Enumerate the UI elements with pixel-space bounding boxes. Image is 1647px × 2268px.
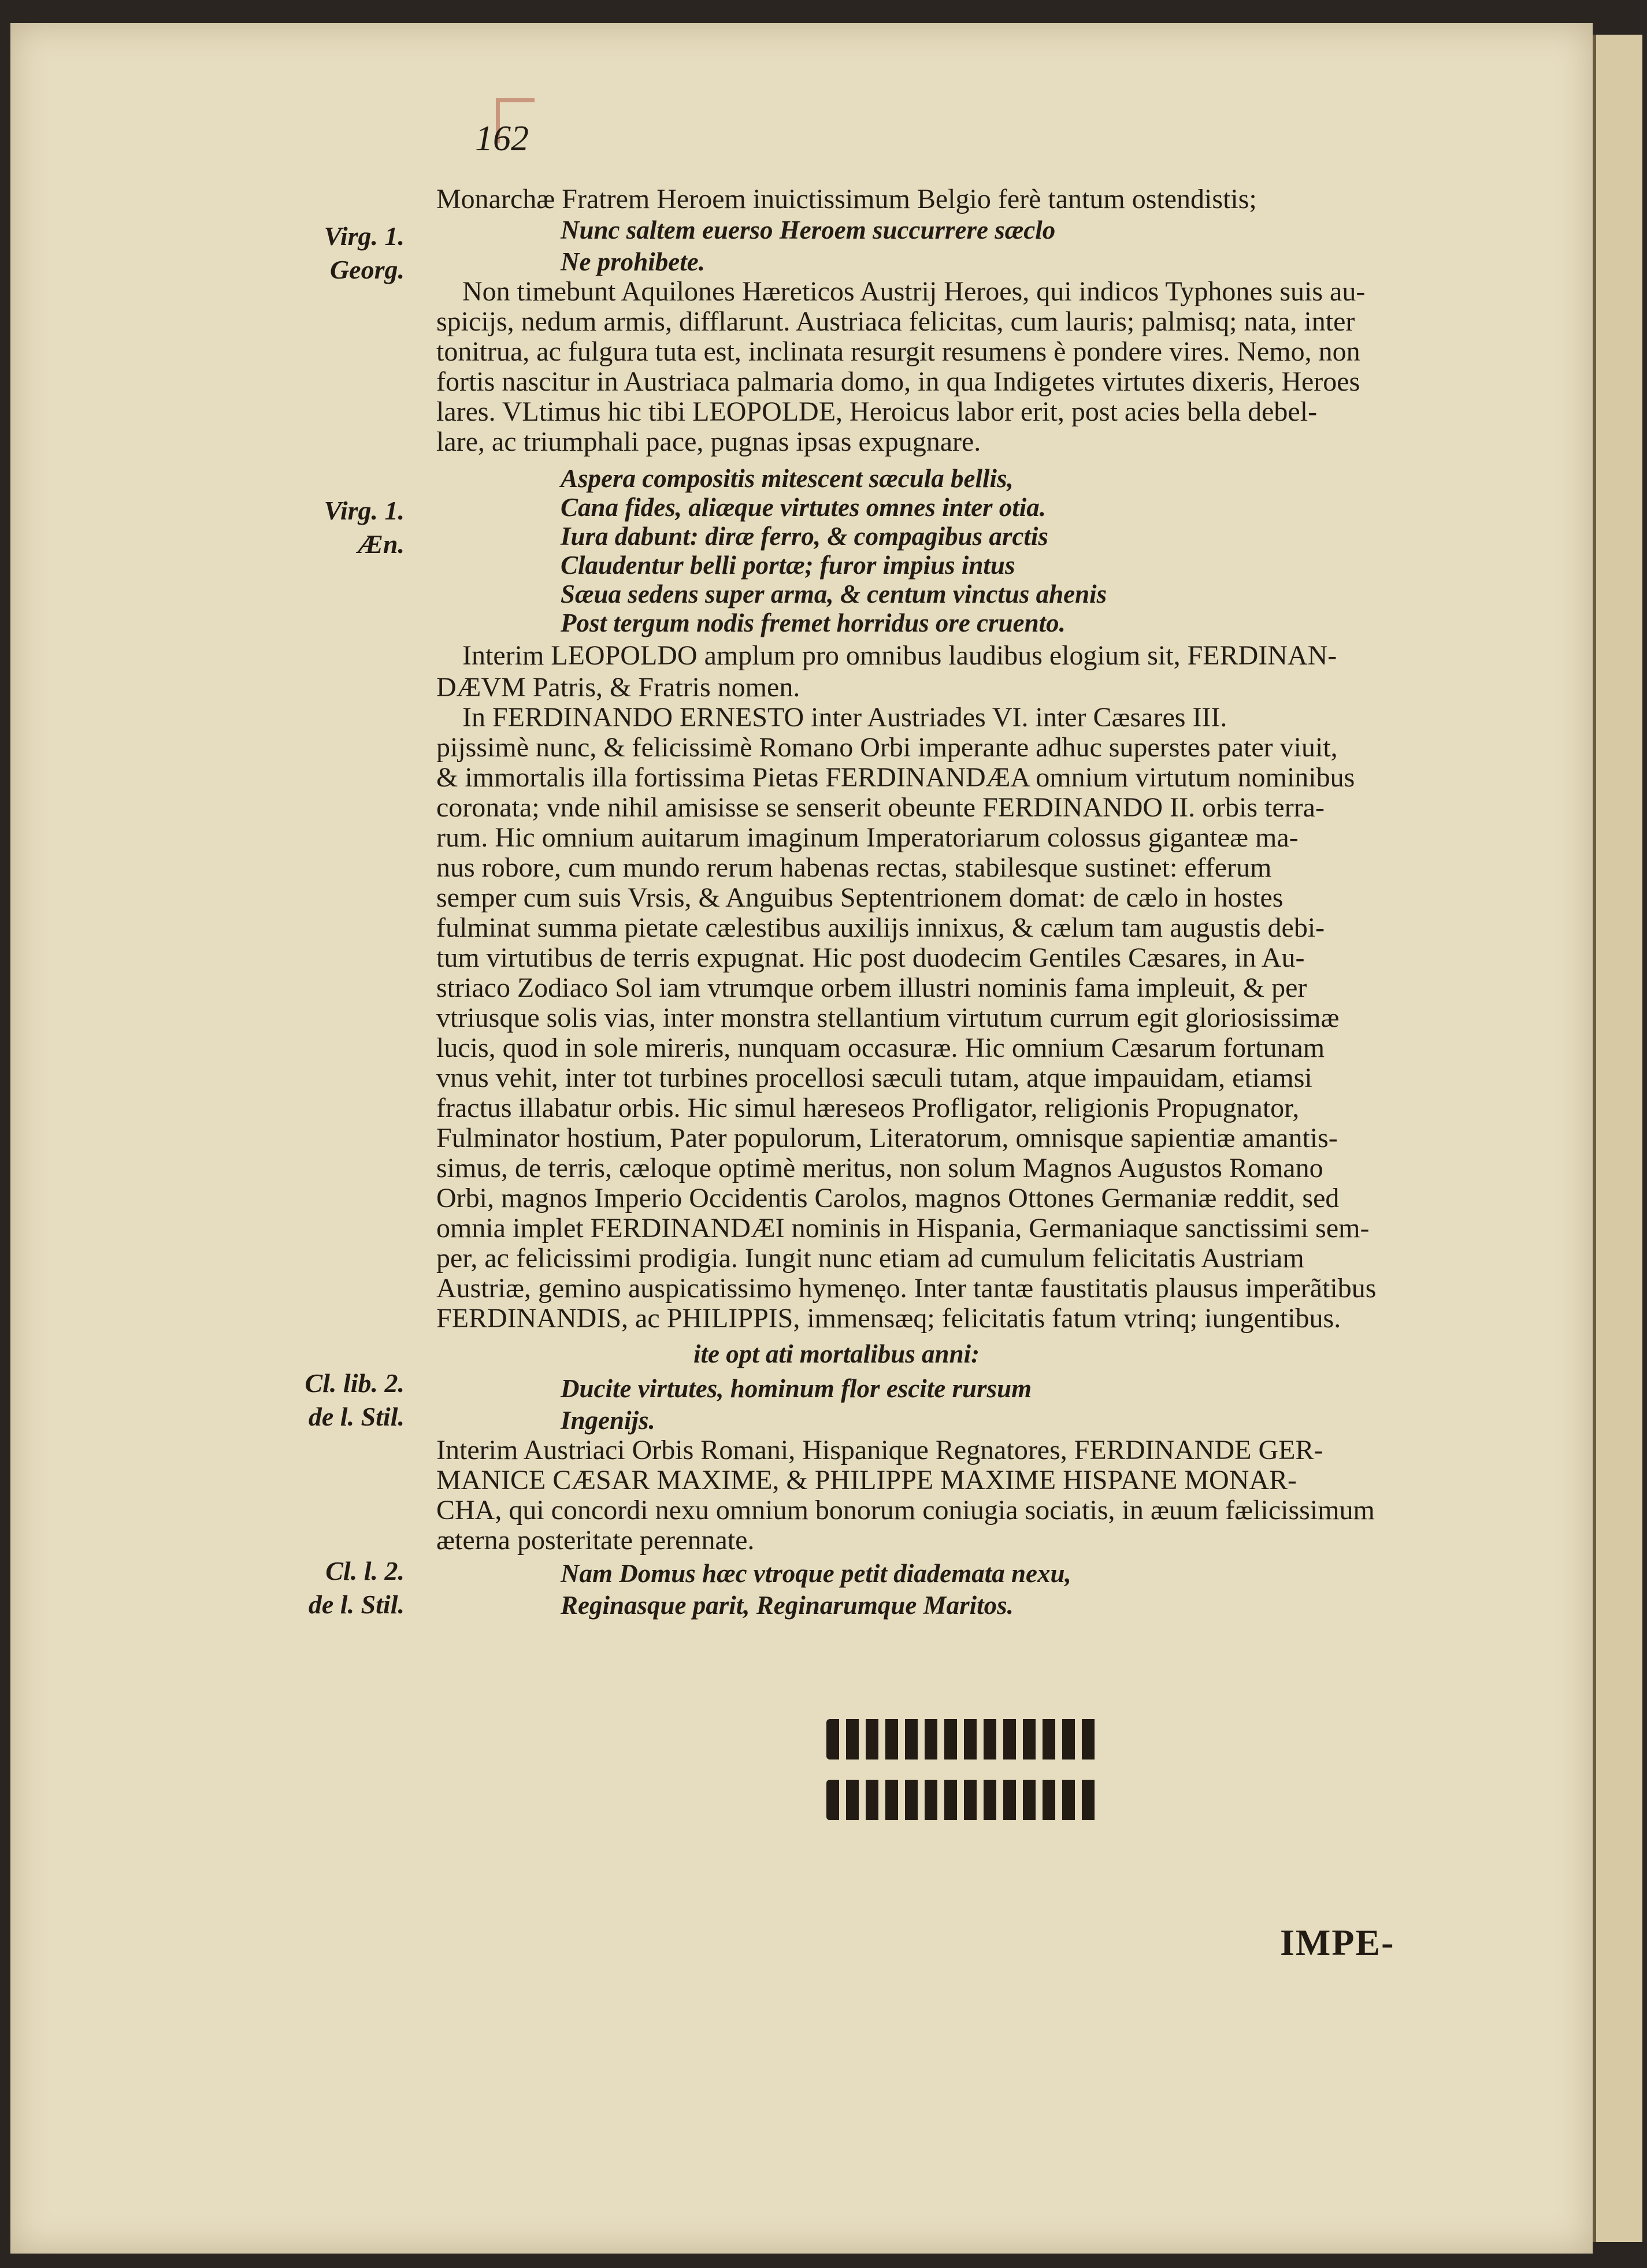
verse-line: ite opt ati mortalibus anni: bbox=[693, 1339, 980, 1368]
prose-line: fulminat summa pietate cælestibus auxilijs innixus, & cælum tam augustis debi- bbox=[436, 912, 1325, 943]
prose-line: coronata; vnde nihil amisisse se senserit obeunte FERDINANDO II. orbis terra- bbox=[436, 792, 1325, 823]
prose-line: lare, ac triumphali pace, pugnas ipsas expugnare. bbox=[436, 426, 981, 457]
prose-line: CHA, qui concordi nexu omnium bonorum coniugia sociatis, in æuum fælicissimum bbox=[436, 1495, 1375, 1525]
prose-line: tonitrua, ac fulgura tuta est, inclinata resurgit resumens è pondere vires. Nemo, non bbox=[436, 336, 1360, 367]
prose-line: DÆVM Patris, & Fratris nomen. bbox=[436, 672, 800, 703]
margin-note: Virg. 1. Æn. bbox=[324, 496, 405, 559]
verse-line: Claudentur belli portæ; furor impius intus bbox=[561, 551, 1015, 580]
page-number: 162 bbox=[475, 119, 529, 158]
prose-line: & immortalis illa fortissima Pietas FERDINANDÆA omnium virtutum nominibus bbox=[436, 762, 1355, 793]
verse-line: Ne prohibete. bbox=[561, 247, 705, 276]
verse-line: Nunc saltem euerso Heroem succurrere sæclo bbox=[561, 216, 1056, 244]
prose-line: fractus illabatur orbis. Hic simul hæreseos Profligator, religionis Propugnator, bbox=[436, 1093, 1300, 1123]
printer-ornament-top bbox=[826, 1719, 1098, 1760]
prose-line: æterna posteritate perennate. bbox=[436, 1525, 755, 1556]
verse-line: Reginasque parit, Reginarumque Maritos. bbox=[561, 1591, 1014, 1620]
verse-line: Aspera compositis mitescent sæcula bellis, bbox=[561, 464, 1014, 493]
prose-line: lares. VLtimus hic tibi LEOPOLDE, Heroicus labor erit, post acies bella debel- bbox=[436, 396, 1318, 427]
prose-line: fortis nascitur in Austriaca palmaria domo, in qua Indigetes virtutes dixeris, Heroes bbox=[436, 366, 1360, 397]
verse-line: Nam Domus hæc vtroque petit diademata nexu, bbox=[561, 1559, 1071, 1588]
prose-line: Austriæ, gemino auspicatissimo hymenęo. Inter tantæ faustitatis plausus imperãtibus bbox=[436, 1273, 1377, 1304]
prose-line: nus robore, cum mundo rerum habenas rectas, stabilesque sustinet: efferum bbox=[436, 852, 1272, 883]
prose-line: MANICE CÆSAR MAXIME, & PHILIPPE MAXIME HISPANE MONAR- bbox=[436, 1465, 1297, 1495]
margin-note: Cl. l. 2. de l. Stil. bbox=[308, 1556, 405, 1619]
margin-note: Virg. 1. Georg. bbox=[324, 221, 405, 284]
prose-line: Orbi, magnos Imperio Occidentis Carolos, magnos Ottones Germaniæ reddit, sed bbox=[436, 1183, 1340, 1213]
verse-line: Iura dabunt: diræ ferro, & compagibus arctis bbox=[561, 522, 1048, 551]
facing-page-edge bbox=[1593, 35, 1642, 2242]
prose-line: vtriusque solis vias, inter monstra stellantium virtutum currum egit gloriosissimæ bbox=[436, 1003, 1340, 1033]
prose-line: omnia implet FERDINANDÆI nominis in Hispania, Germaniaque sanctissimi sem- bbox=[436, 1213, 1370, 1243]
prose-line: pijssimè nunc, & felicissimè Romano Orbi imperante adhuc superstes pater viuit, bbox=[436, 732, 1338, 763]
printer-ornament-bottom bbox=[826, 1780, 1098, 1820]
verse-line: Ingenijs. bbox=[561, 1406, 655, 1435]
margin-note: Cl. lib. 2. de l. Stil. bbox=[305, 1368, 405, 1431]
catchword: IMPE- bbox=[1280, 1922, 1395, 1963]
prose-line: Monarchæ Fratrem Heroem inuictissimum Belgio ferè tantum ostendistis; bbox=[436, 184, 1257, 214]
prose-line: In FERDINANDO ERNESTO inter Austriades VI. inter Cæsares III. bbox=[462, 702, 1227, 733]
prose-line: semper cum suis Vrsis, & Anguibus Septentrionem domat: de cælo in hostes bbox=[436, 882, 1284, 913]
prose-line: Non timebunt Aquilones Hæreticos Austrij Heroes, qui indicos Typhones suis au- bbox=[462, 276, 1366, 307]
verse-line: Post tergum nodis fremet horridus ore cruento. bbox=[561, 608, 1066, 637]
prose-line: Interim LEOPOLDO amplum pro omnibus laudibus elogium sit, FERDINAN- bbox=[462, 640, 1337, 671]
verse-line: Ducite virtutes, hominum flor escite rursum bbox=[561, 1374, 1032, 1403]
verse-line: Sæua sedens super arma, & centum vinctus ahenis bbox=[561, 580, 1107, 608]
prose-line: vnus vehit, inter tot turbines procellosi sæculi tutam, atque impauidam, etiamsi bbox=[436, 1063, 1312, 1093]
prose-line: spicijs, nedum armis, difflarunt. Austriaca felicitas, cum lauris; palmisq; nata, inter bbox=[436, 306, 1355, 337]
prose-line: per, ac felicissimi prodigia. Iungit nunc etiam ad cumulum felicitatis Austriam bbox=[436, 1243, 1304, 1274]
prose-line: tum virtutibus de terris expugnat. Hic post duodecim Gentiles Cæsares, in Au- bbox=[436, 942, 1305, 973]
prose-line: Interim Austriaci Orbis Romani, Hispanique Regnatores, FERDINANDE GER- bbox=[436, 1435, 1323, 1465]
prose-line: FERDINANDIS, ac PHILIPPIS, immensæq; felicitatis fatum vtrinq; iungentibus. bbox=[436, 1303, 1341, 1334]
prose-line: lucis, quod in sole mireris, nunquam occasuræ. Hic omnium Cæsarum fortunam bbox=[436, 1033, 1325, 1063]
prose-line: rum. Hic omnium auitarum imaginum Imperatoriarum colossus giganteæ ma- bbox=[436, 822, 1299, 853]
verse-line: Cana fides, aliæque virtutes omnes inter otia. bbox=[561, 493, 1047, 522]
prose-line: simus, de terris, cæloque optimè meritus, non solum Magnos Augustos Romano bbox=[436, 1153, 1323, 1183]
prose-line: Fulminator hostium, Pater populorum, Literatorum, omnisque sapientiæ amantis- bbox=[436, 1123, 1338, 1153]
prose-line: striaco Zodiaco Sol iam vtrumque orbem illustri nominis fama impleuit, & per bbox=[436, 972, 1307, 1003]
